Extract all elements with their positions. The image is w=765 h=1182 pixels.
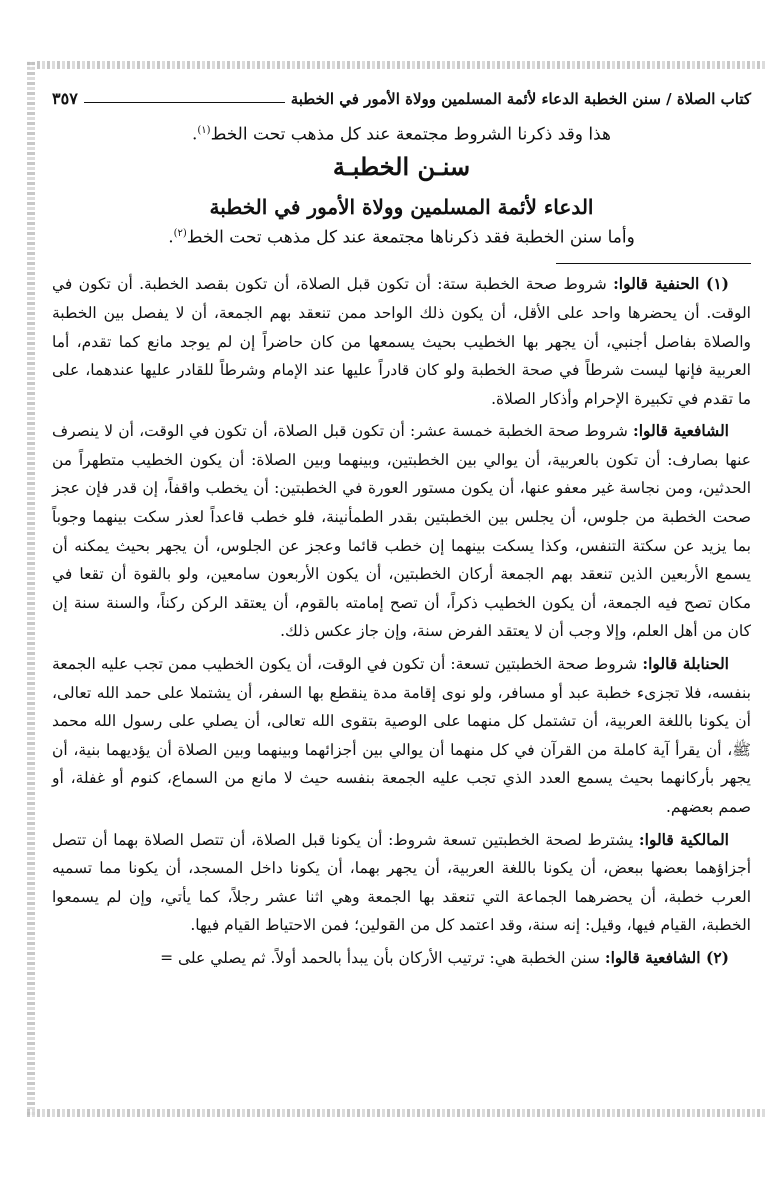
after-sub-period: . (168, 227, 174, 248)
footnote-text: شروط صحة الخطبتين تسعة: أن تكون في الوقت، أن يكون الخطيب ممن تجب عليه الجمعة بنفسه، فلا تجزىء خطبة عبد أو مسافر، ولو نوى إقامة مدة ينقطع بها السفر، أن يشتملا على حمد الله تعالى، أن يكونا باللغة العربية، أن تشتمل كل منهما على الوصية بتقوى الله تعالى، أن يصلي على رسول الله محمد ﷺ، أن يقرأ آية كاملة من القرآن في كل منهما أن يوالي بين أجزائهما وبينهما وبين الصلاة أن يؤديهما بنية، أن يجهر بأركانهما بحيث يسمع العدد الذي تجب عليه الجمعة بنفسه حيث لا مانع من السماع، كنوم أو غفلة، أو صمم بعضهم. (52, 655, 751, 816)
footnote-hanafi (52, 270, 751, 413)
footnote-label: (٢) الشافعية قالوا: (604, 947, 729, 967)
intro-period: . (191, 124, 198, 145)
sub-heading: الدعاء لأئمة المسلمين وولاة الأمور في الخطبة (209, 194, 594, 219)
footnote-ref-1: (١) (197, 125, 211, 136)
running-header (52, 84, 751, 108)
footnotes (52, 270, 751, 972)
intro-text: هذا وقد ذكرنا الشروط مجتمعة عند كل مذهب تحت الخط (210, 124, 612, 145)
footnote-maliki (52, 826, 751, 940)
sub-heading-text (52, 222, 751, 250)
decorative-border-bottom (27, 1109, 765, 1117)
after-sub-text: وأما سنن الخطبة فقد ذكرناها مجتمعة عند كل مذهب تحت الخط (186, 227, 635, 248)
footnote-text: شروط صحة الخطبة ستة: أن تكون قبل الصلاة، أن تكون بقصد الخطبة. أن تكون في الوقت. أن يحضرها واحد على الأقل، أن يكون ذلك الواحد ممن تنعقد بهم الجمعة، أن لا يفصل بين الخطبة والصلاة بفاصل أجنبي، أن يجهر بها الخطيب بحيث يسمعها من كان حاضراً إن لم يوجد مانع كما تقدم، أما العربية فإنها ليست شرطاً في صحة الخطبة ولو كان قادراً عليها عند الإمام وشرطاً للقادر عليها عندهما، على ما تقدم في تكبيرة الإحرام وأذكار الصلاة. (52, 275, 751, 408)
footnote-label: الشافعية قالوا: (633, 421, 729, 441)
footnote-shafii (52, 417, 751, 646)
footnote-text: يشترط لصحة الخطبتين تسعة شروط: أن يكونا قبل الصلاة، أن تتصل الصلاة بهما أن تتصل أجزاؤهما بعضها ببعض، أن يكونا باللغة العربية، أن يجهر بهما، أن يكونا داخل المسجد، أن يكونا مما تسميه العرب خطبة، أن يحضرهما الجماعة التي تنعقد بها الجمعة وهي اثنا عشر رجلاً، كما يأتي، وإن لم يسمعوا الخطبة، القيام فيها، وقيل: إنه سنة، وقد اعتمد كل من القولين؛ فمن الاحتياط القيام فيها. (52, 830, 751, 935)
header-title: كتاب الصلاة / سنن الخطبة الدعاء لأئمة المسلمين وولاة الأمور في الخطبة (290, 90, 751, 108)
footnote-separator (556, 263, 751, 264)
footnote-ref-2: (٢) (173, 227, 187, 239)
header-rule (84, 102, 285, 103)
book-page (52, 84, 751, 973)
decorative-border-top (27, 61, 765, 69)
footnote-hanbali (52, 650, 751, 822)
footnote-label: (١) الحنفية قالوا: (613, 274, 729, 294)
intro-line (52, 118, 751, 148)
footnote-label: المالكية قالوا: (638, 829, 729, 849)
decorative-border-left (27, 61, 35, 1115)
footnote-text: شروط صحة الخطبة خمسة عشر: أن تكون قبل الصلاة، أن تكون في الوقت، أن لا ينصرف عنها بصارف: أن تكون بالعربية، أن يوالي بين الخطبتين، وبينهما وبين الصلاة: أن يكون الخطيب متطهراً من الحدثين، ومن نجاسة غير معفو عنها، أن يكون مستور العورة في الخطبتين: أن يخطب واقفاً، إن قدر فإن عجز صحت الخطبة من جلوس، أن يجلس بين الخطبتين بقدر الطمأنينة، فلو خطب قاعداً لعذر سكت بينهما وجوباً بما يزيد عن سكتة التنفس، وكذا يسكت بينهما إن خطب قائما وعجز عن الجلوس، أن يجهر بحيث يمكنه أن يسمع الأربعين الذين تنعقد بهم الجمعة أركان الخطبتين، أن يكون الأربعون سامعين، ولو بالقوة أن تقعا في مكان تصح فيه الجمعة، أن يكون الخطيب ذكراً، أن تصح إمامته بالقوم، أن يعتقد الركن ركناً، والسنة سنة إن كان من أهل العلم، وإلا وجب أن لا يعتقد الفرض سنة، وإن جاز عكس ذلك. (52, 422, 751, 641)
footnote-text: سنن الخطبة هي: ترتيب الأركان بأن يبدأ بالحمد أولاً. ثم يصلي على = (160, 948, 605, 967)
footnote-2-shafii (52, 944, 751, 973)
section-heading: سنـن الخطبـة (332, 151, 471, 181)
page-number: ٣٥٧ (52, 89, 78, 108)
footnote-label: الحنابلة قالوا: (642, 654, 729, 674)
